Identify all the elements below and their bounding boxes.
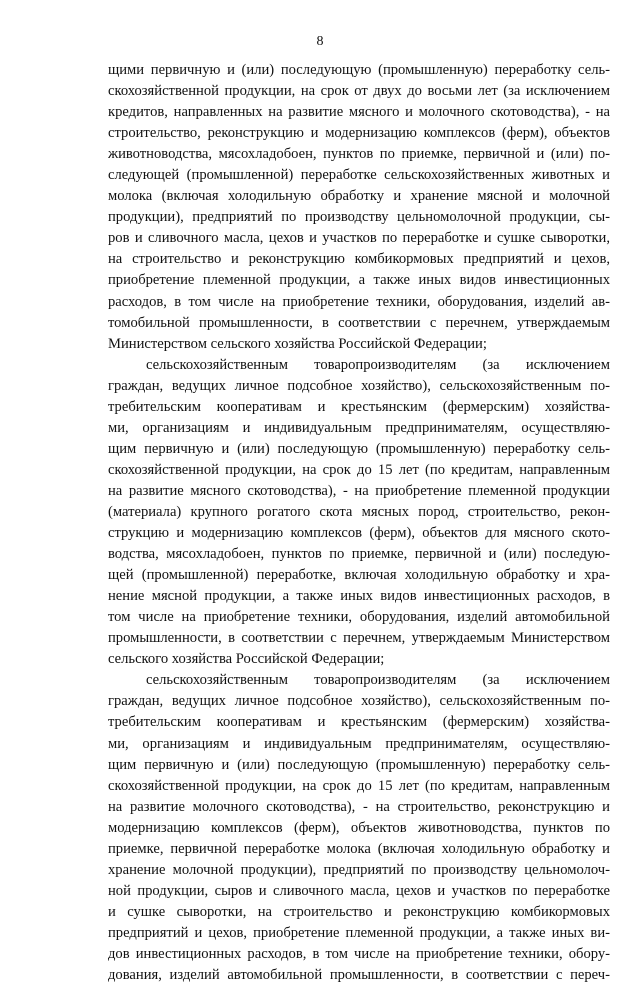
text-line: томобильной промышленности, в соответствии с перечнем, утверждаемым <box>108 314 610 331</box>
text-line: (материала) крупного рогатого скота мясных пород, строительство, рекон- <box>108 503 610 520</box>
text-line: ров и сливочного масла, цехов и участков по переработке и сушке сыворотки, <box>108 230 610 247</box>
text-line: щей (промышленной) переработке, включая холодильную обработку и хра- <box>108 567 610 584</box>
text-line: продукции), предприятий по производству цельномолочной продукции, сы- <box>108 209 610 226</box>
text-line: кредитов, направленных на развитие мясного и молочного скотоводства), - на <box>108 104 610 121</box>
paragraph <box>108 670 610 986</box>
text-line: Министерством сельского хозяйства Российской Федерации; <box>108 335 487 352</box>
page-number: 8 <box>316 34 324 49</box>
text-line: молока (включая холодильную обработку и хранение мясной и молочной <box>108 188 610 205</box>
text-line: скохозяйственной продукции, на срок до 15 лет (по кредитам, направленным <box>108 777 610 794</box>
text-line: строительство, реконструкцию и модернизацию комплексов (ферм), объектов <box>108 125 610 142</box>
text-line: следующей (промышленной) переработке сельскохозяйственных животных и <box>108 167 610 184</box>
text-line: на строительство и реконструкцию комбикормовых предприятий и цехов, <box>108 251 610 268</box>
text-line: сельского хозяйства Российской Федерации; <box>108 651 385 668</box>
text-line: граждан, ведущих личное подсобное хозяйство), сельскохозяйственным по- <box>108 693 610 710</box>
text-line: ми, организациям и индивидуальным предпринимателям, осуществляю- <box>108 735 610 752</box>
text-line: щим первичную и (или) последующую (промышленную) переработку сель- <box>108 440 610 457</box>
text-line: расходов, в том числе на приобретение техники, оборудования, изделий ав- <box>108 293 610 310</box>
text-line: ми, организациям и индивидуальным предпринимателям, осуществляю- <box>108 419 610 436</box>
text-line: скохозяйственной продукции, на срок до 15 лет (по кредитам, направленным <box>108 461 610 478</box>
text-line: нение мясной продукции, а также иных видов инвестиционных расходов, в <box>108 588 610 605</box>
text-line: приемке, первичной переработке молока (включая холодильную обработку и <box>108 840 610 857</box>
text-line: сельскохозяйственным товаропроизводителям (за исключением <box>146 356 610 373</box>
paragraph <box>108 355 610 671</box>
text-line: требительским кооперативам и крестьянским (фермерским) хозяйства- <box>108 398 610 415</box>
text-line: водства, мясохладобоен, пунктов по приемке, первичной и (или) последую- <box>108 546 610 563</box>
text-line: требительским кооперативам и крестьянским (фермерским) хозяйства- <box>108 714 610 731</box>
text-line: граждан, ведущих личное подсобное хозяйство), сельскохозяйственным по- <box>108 377 610 394</box>
text-line: струкцию и модернизацию комплексов (ферм), объектов для мясного ското- <box>108 525 610 542</box>
text-line: модернизацию комплексов (ферм), объектов животноводства, пунктов по <box>108 819 610 836</box>
text-line: скохозяйственной продукции, на срок от двух до восьми лет (за исключением <box>108 83 610 100</box>
text-line: предприятий и цехов, приобретение племенной продукции, а также иных ви- <box>108 924 610 941</box>
body-text <box>108 60 610 986</box>
text-line: на развитие молочного скотоводства), - на строительство, реконструкцию и <box>108 798 610 815</box>
text-line: сельскохозяйственным товаропроизводителям (за исключением <box>146 672 610 689</box>
text-line: дования, изделий автомобильной промышленности, в соответствии с переч- <box>108 967 610 984</box>
paragraph <box>108 60 610 355</box>
text-line: хранение молочной продукции), предприятий по производству цельномолоч- <box>108 861 610 878</box>
text-line: дов инвестиционных расходов, в том числе на приобретение техники, обору- <box>108 945 610 962</box>
text-line: животноводства, мясохладобоен, пунктов по приемке, первичной и (или) по- <box>108 146 610 163</box>
text-line: промышленности, в соответствии с перечнем, утверждаемым Министерством <box>108 630 610 647</box>
text-line: ной продукции, сыров и сливочного масла, цехов и участков по переработке <box>108 882 610 899</box>
text-line: приобретение племенной продукции, а также иных видов инвестиционных <box>108 272 610 289</box>
text-line: на развитие мясного скотоводства), - на приобретение племенной продукции <box>108 482 610 499</box>
text-line: щими первичную и (или) последующую (промышленную) переработку сель- <box>108 62 610 78</box>
text-line: и сушке сыворотки, на строительство и реконструкцию комбикормовых <box>108 903 610 920</box>
text-line: том числе на приобретение техники, оборудования, изделий автомобильной <box>108 609 610 626</box>
text-line: щим первичную и (или) последующую (промышленную) переработку сель- <box>108 756 610 773</box>
